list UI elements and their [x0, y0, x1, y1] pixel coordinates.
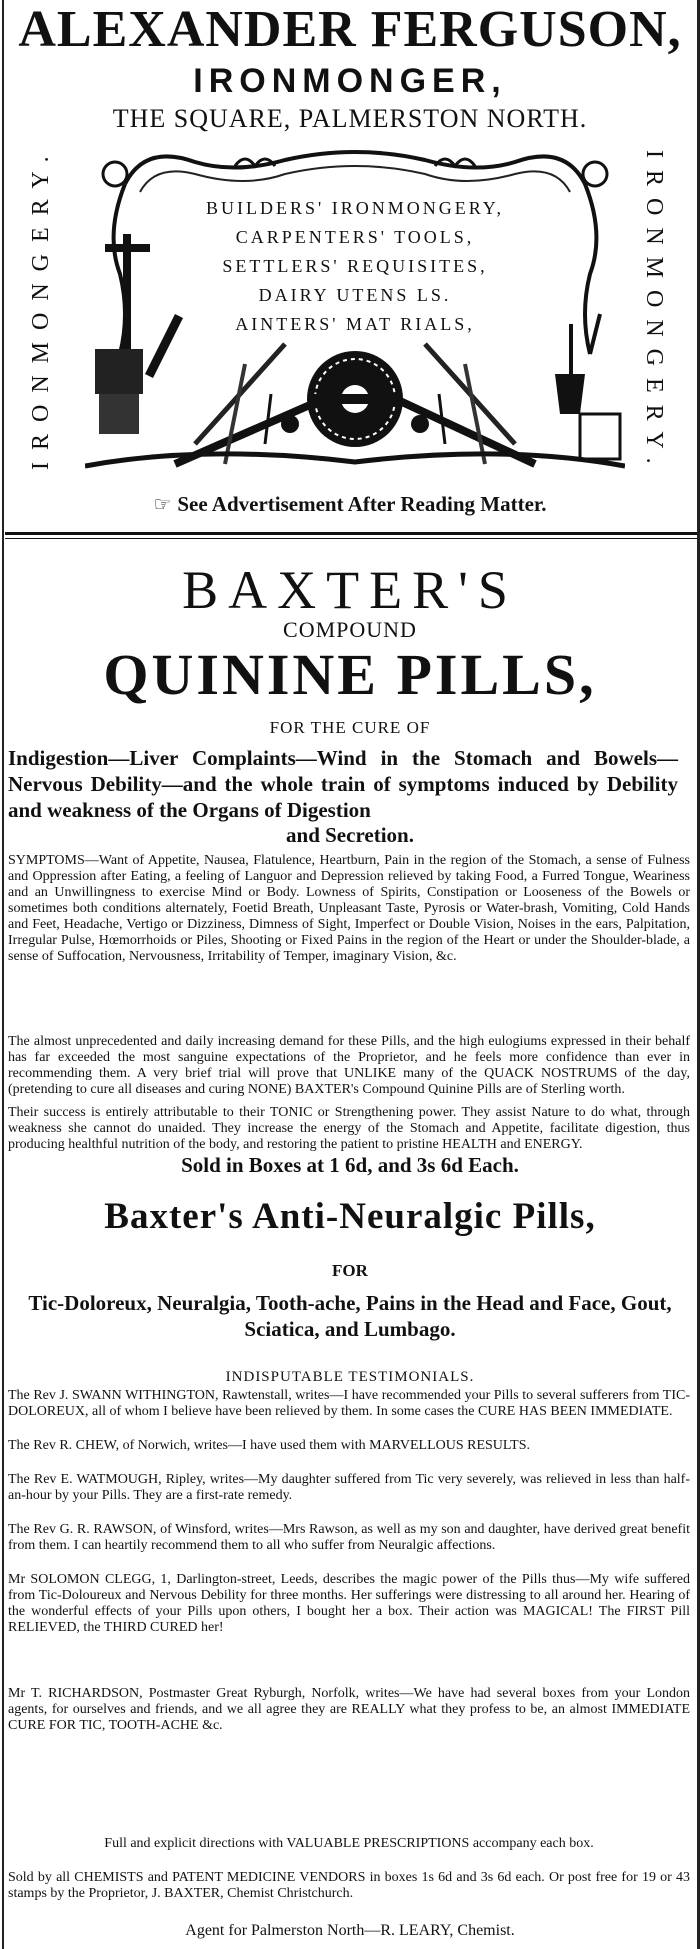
- sold-by-note: Sold by all CHEMISTS and PATENT MEDICINE VENDORS in boxes 1s 6d and 3s 6d each. Or post free for 19 or 43 stamps by the Proprietor, J. BAXTER, Chemist Christchurch.: [8, 1870, 690, 1901]
- success-paragraph: Their success is entirely attributable to their TONIC or Strengthening power. They assist Nature to do what, through weakness she cannot do unaided. They increase the energy of the Stomach and Appetite, facilitate digestion, thus producing healthful nutrition of the body, and restoring the patient to pristine HEALTH and ENERGY.: [8, 1105, 690, 1152]
- ailments-list: Indigestion—Liver Complaints—Wind in the Stomach and Bowels—Nervous Debility—and the whole train of symptoms induced by Debility and weakness of the Organs of Digestion: [8, 746, 678, 822]
- ferguson-trade: IRONMONGER,: [193, 62, 507, 100]
- pointing-hand-icon: ☞: [153, 492, 172, 516]
- directions-note: Full and explicit directions with VALUABLE PRESCRIPTIONS accompany each box.: [104, 1836, 594, 1851]
- for-cure-label: FOR THE CURE OF: [269, 718, 431, 737]
- side-label-right: IRONMONGERY.: [641, 150, 667, 476]
- agent-note: Agent for Palmerston North—R. LEARY, Chemist.: [185, 1922, 515, 1939]
- testimonial-item: The Rev G. R. RAWSON, of Winsford, writes—Mrs Rawson, as well as my son and daughter, have derived great benefit from them. I can heartily recommend them to all who suffer from Neuralgic affections.: [8, 1522, 690, 1553]
- testimonial-item: Mr T. RICHARDSON, Postmaster Great Ryburgh, Norfolk, writes—We have had several boxes from your London agents, for ourselves and friends, and we all agree they are REALLY what they profess to be, an almost IMMEDIATE CURE FOR TIC, TOOTH-ACHE &c.: [8, 1686, 690, 1733]
- neuralgic-for: FOR: [332, 1261, 368, 1280]
- testimonial-item: The Rev J. SWANN WITHINGTON, Rawtenstall, writes—I have recommended your Pills to several sufferers from TIC-DOLOREUX, all of whom I believe have been relieved by them. In some cases the CURE HAS BEEN IMMEDIATE.: [8, 1388, 690, 1419]
- neuralgic-ailments: Tic-Doloreux, Neuralgia, Tooth-ache, Pains in the Head and Face, Gout, Sciatica, and Lumbago.: [28, 1291, 672, 1341]
- testimonial-item: The Rev R. CHEW, of Norwich, writes—I have used them with MARVELLOUS RESULTS.: [8, 1438, 531, 1453]
- panel-item: SETTLERS' REQUISITES,: [222, 256, 488, 276]
- panel-item: AINTERS' MAT RIALS,: [235, 314, 475, 334]
- baxter-compound: COMPOUND: [283, 617, 417, 642]
- see-advertisement-note: [0, 492, 700, 517]
- panel-item: CARPENTERS' TOOLS,: [235, 227, 475, 247]
- demand-paragraph: The almost unprecedented and daily increasing demand for these Pills, and the high eulogiums expressed in their behalf has far exceeded the most sanguine expectations of the Proprietor, and he feels more confidence than ever in recommending them. A very brief trial will prove that UNLIKE many of the QUACK NOSTRUMS of the day, (pretending to cure all diseases and curing NONE) BAXTER's Compound Quinine Pills are of Sterling worth.: [8, 1034, 690, 1097]
- testimonial-item: Mr SOLOMON CLEGG, 1, Darlington-street, Leeds, describes the magic power of the Pills thus—My wife suffered from Tic-Doloureux and Nervous Debility for three months. Her sufferings were distressing to all around her. Hearing of the wonderful effects of your Pills upon others, I bought her a box. Their action was MAGICAL! The FIRST Pill RELIEVED, the THIRD CURED her!: [8, 1572, 690, 1635]
- ferguson-address: THE SQUARE, PALMERSTON NORTH.: [112, 104, 588, 133]
- section-divider: [5, 532, 697, 535]
- baxter-heading: BAXTER'S: [182, 560, 518, 620]
- baxter-product-title: QUININE PILLS,: [103, 642, 597, 707]
- side-label-left: IRONMONGERY.: [28, 144, 54, 470]
- panel-item: BUILDERS' IRONMONGERY,: [206, 198, 504, 218]
- sold-in-boxes: Sold in Boxes at 1 6d, and 3s 6d Each.: [181, 1153, 519, 1177]
- testimonial-item: The Rev E. WATMOUGH, Ripley, writes—My daughter suffered from Tic very severely, was relieved in less than half-an-hour by your Pills. They are a first-rate remedy.: [8, 1472, 690, 1503]
- ailments-list-end: and Secretion.: [286, 823, 414, 847]
- panel-item-list: [85, 194, 625, 339]
- ferguson-name: ALEXANDER FERGUSON,: [18, 1, 682, 58]
- testimonials-heading: INDISPUTABLE TESTIMONIALS.: [225, 1369, 475, 1385]
- section-divider-thin: [5, 538, 697, 539]
- panel-item: DAIRY UTENS LS.: [258, 285, 452, 305]
- neuralgic-title: Baxter's Anti-Neuralgic Pills,: [104, 1196, 596, 1237]
- left-column-rule: [2, 0, 4, 1949]
- tools-illustration-panel: [85, 144, 625, 474]
- symptoms-paragraph: SYMPTOMS—Want of Appetite, Nausea, Flatulence, Heartburn, Pain in the region of the Stomach, a sense of Fulness and Oppression after Eating, a feeling of Languor and Depression relieved by taking Food, a Furred Tongue, Weariness and an Unwillingness to exercise Mind or Body. Lowness of Spirits, Constipation or Looseness of the Bowels or sometimes both conditions alternately, Foetid Breath, Unpleasant Taste, Pyrosis or Water-brash, Vomiting, Cold Hands and Feet, Headache, Vertigo or Dizziness, Dimness of Sight, Imperfect or Double Vision, Noises in the ears, Palpitation, Irregular Pulse, Hœmorrhoids or Piles, Shooting or Fixed Pains in the region of the Heart or under the Shoulder-blade, a sense of Suffocation, Nervousness, Irritability of Temper, imaginary Vision, &c.: [8, 853, 690, 964]
- see-note-text: See Advertisement After Reading Matter.: [177, 492, 547, 516]
